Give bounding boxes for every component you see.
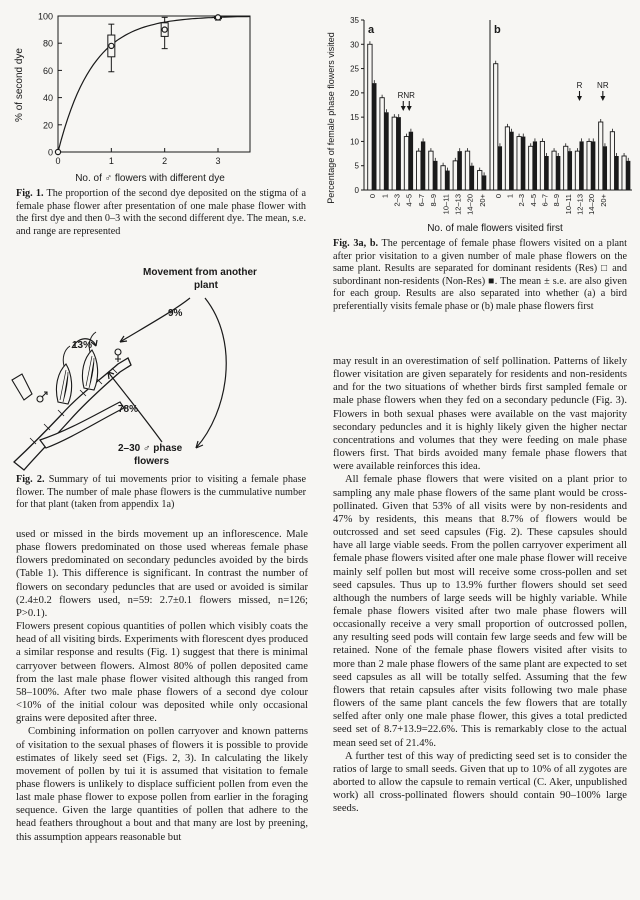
left-para-3: Combining information on pollen carryover and known patterns of visitation to the sexual phases of flowers it is possible to provide estimates of likely seed set (Figs. 2, 3). In calculating the likely movement of pollen by tui it is assumed that visitation to female phase flowers is unlikely to displace sufficient pollen from even the last male phase flower to expose pollen from earlier in the foraging sequence. Given the large quantities of pollen that adhere to the head feathers throughout a bout and that many are lost by preening, this assumption appears reasonable but — [16, 726, 308, 843]
panel-b-bar-res — [575, 151, 579, 190]
fig3-caption-label: Fig. 3a, b. — [333, 238, 379, 249]
panel-b-bar-res — [494, 64, 498, 190]
panel-b-annotation-nr: NR — [597, 81, 609, 90]
panel-b-category-label: 20+ — [598, 194, 608, 207]
arrow-arc — [196, 298, 226, 448]
panel-b-bar-nonres — [615, 156, 619, 190]
panel-b-bar-res — [599, 122, 603, 190]
fig1-ytick-label: 0 — [47, 147, 53, 158]
fig3-chart — [320, 0, 640, 235]
panel-a-arrow-r-head — [401, 106, 406, 111]
fig2-caption-label: Fig. 2. — [16, 474, 45, 485]
fig3-ytick-label: 30 — [350, 40, 359, 50]
panel-b-label: b — [494, 24, 501, 36]
fig2-diagram — [0, 262, 320, 472]
panel-a-bar-nonres — [433, 161, 437, 190]
panel-a-category-label: 6–7 — [416, 194, 426, 207]
panel-b-bar-nonres — [591, 141, 595, 190]
panel-a-arrow-nr-head — [407, 106, 412, 111]
panel-a-bar-nonres — [470, 166, 474, 190]
panel-b-bar-nonres — [510, 132, 514, 190]
panel-a-category-label: 4–5 — [404, 194, 414, 207]
panel-a-category-label: 10–11 — [441, 194, 451, 215]
panel-b-bar-res — [505, 127, 509, 190]
panel-b-bar-res — [564, 146, 568, 190]
panel-b-bar-nonres — [603, 146, 607, 190]
male-symbol-icon — [37, 392, 47, 402]
panel-a-bar-nonres — [458, 151, 462, 190]
fig3-ytick-label: 20 — [350, 88, 359, 98]
panel-a-label: a — [368, 24, 375, 36]
fig1-caption-label: Fig. 1. — [16, 188, 44, 199]
fig2-caption-text: Summary of tui movements prior to visiting a female phase flower. The number of male phase flowers is the cummulative number for that plant (taken from appendix 1a) — [16, 474, 306, 511]
panel-b-bar-nonres — [556, 156, 560, 190]
fig1-mean-point — [109, 43, 114, 48]
fig1-curve — [58, 17, 250, 153]
panel-b-arrow-nr-head — [600, 96, 605, 101]
panel-a-bar-res — [429, 151, 433, 190]
panel-a-category-label: 20+ — [477, 194, 487, 207]
panel-b-bar-res — [540, 141, 544, 190]
panel-b-arrow-r-head — [577, 96, 582, 101]
fig3-ytick-label: 5 — [354, 161, 359, 171]
panel-a-bar-nonres — [397, 117, 401, 190]
fig1-caption-text: The proportion of the second dye deposited on the stigma of a female phase flower after presentation of one male phase flower with the first dye and then 0–3 with the second different dye. The mean, s.e. and range are represented — [16, 188, 306, 237]
fig1-ytick-label: 20 — [42, 120, 53, 131]
panel-a-bar-res — [392, 117, 396, 190]
panel-b-annotation-r: R — [576, 81, 583, 90]
panel-b-bar-res — [587, 141, 591, 190]
fig2-title-1: Movement from another — [143, 267, 257, 278]
panel-a-bar-res — [465, 151, 469, 190]
fig2-title-2: plant — [194, 280, 218, 291]
fig3-ylabel: Percentage of female phase flowers visited — [326, 32, 336, 204]
phase-label: 2–30 ♂ phase — [118, 443, 183, 454]
fig1-ytick-label: 40 — [42, 93, 53, 104]
fig1-mean-point — [162, 27, 167, 32]
panel-b-bar-res — [622, 156, 626, 190]
panel-a-category-label: 0 — [368, 194, 378, 199]
pct-9: 9% — [168, 308, 183, 319]
panel-b-category-label: 0 — [493, 194, 503, 199]
fig2-caption — [16, 474, 306, 512]
panel-b-bar-nonres — [626, 161, 630, 190]
panel-a-category-label: 8–9 — [429, 194, 439, 207]
fig1-xtick-label: 2 — [162, 156, 168, 166]
left-column — [16, 528, 308, 844]
pct-78: 78% — [118, 404, 139, 415]
panel-a-category-label: 12–13 — [453, 194, 463, 215]
panel-b-bar-nonres — [533, 141, 537, 190]
panel-b-bar-nonres — [545, 156, 549, 190]
fig1-ylabel: % of second dye — [14, 48, 25, 122]
left-para-1: used or missed in the birds movement up an inflorescence. Male phase flowers predominated on those used whereas female phase flowers predominated on secondary peduncles avoided by the birds (Table 1). This difference is significant. In contrast the number of flowers on secondary peduncles that are used or avoided is similar (2.4±0.2 flowers used, n=59: 2.7±0.1 flowers missed, n=126; P>0.1). — [16, 529, 308, 619]
panel-a-annotation: RNR — [397, 91, 415, 100]
panel-b-bar-nonres — [521, 137, 525, 190]
panel-b-category-label: 1 — [505, 194, 515, 199]
fig3-ytick-label: 15 — [350, 113, 359, 123]
fig3-caption-text: The percentage of female phase flowers visited on a plant after prior visitation to a given number of male phase flowers on the same plant. Results are separated for dominant residents (Res) □ and subordinant non-residents (Non-Res) ■. The mean ± s.e. are also given for each group. Results are also separated into whether (a) a bird preferentially visits female phase or (b) male phase flowers first — [333, 238, 627, 312]
panel-b-bar-res — [529, 146, 533, 190]
right-column — [333, 355, 627, 815]
fig1-chart — [0, 0, 320, 185]
panel-a-bar-nonres — [372, 83, 376, 190]
panel-b-bar-nonres — [580, 141, 584, 190]
fig1-mean-point — [55, 149, 60, 154]
panel-b-bar-res — [552, 151, 556, 190]
pct-13: 13% — [72, 340, 93, 351]
fig1-xtick-label: 0 — [55, 156, 61, 166]
fig3-caption — [333, 238, 627, 314]
panel-a-category-label: 14–20 — [465, 194, 475, 215]
fig1-xtick-label: 1 — [108, 156, 114, 166]
panel-a-bar-res — [441, 166, 445, 190]
panel-a-bar-nonres — [409, 132, 413, 190]
panel-a-bar-res — [404, 137, 408, 190]
fig3-ytick-label: 0 — [354, 186, 359, 195]
panel-a-bar-nonres — [421, 141, 425, 190]
panel-a-category-label: 1 — [380, 194, 390, 199]
panel-b-category-label: 12–13 — [575, 194, 585, 215]
panel-b-category-label: 8–9 — [552, 194, 562, 207]
panel-b-category-label: 14–20 — [587, 194, 597, 215]
panel-b-category-label: 4–5 — [528, 194, 538, 207]
fig1-frame — [58, 16, 250, 152]
flowers-label: flowers — [134, 456, 170, 467]
arrow-9 — [120, 298, 190, 342]
panel-a-bar-nonres — [445, 171, 449, 190]
panel-a-category-label: 2–3 — [392, 194, 402, 207]
panel-b-bar-nonres — [498, 146, 502, 190]
panel-b-bar-nonres — [568, 151, 572, 190]
panel-a-bar-res — [380, 98, 384, 190]
panel-b-category-label: 2–3 — [517, 194, 527, 207]
panel-a-bar-res — [417, 151, 421, 190]
flower-left — [56, 346, 71, 404]
panel-a-bar-res — [368, 44, 372, 190]
panel-a-bar-nonres — [482, 175, 486, 190]
fig1-ytick-label: 100 — [37, 11, 53, 22]
panel-b-category-label: 6–7 — [540, 194, 550, 207]
right-para-2: All female phase flowers that were visited on a plant prior to sampling any male phase flowers of the same plant would be cross-pollinated. Given that 53% of all visits were by non-residents and 47% by residents, this means that 8.7% of flowers would be outcrossed and set seed capsules (Fig. 2). These capsules should have all large viable seeds. From the pollen carryover experiment all female phase flowers visited after one male phase flower will receive mainly self pollen but most will receive some cross-pollen and set seed capsules. Thus up to 13.9% further flowers should set seed although the numbers of large seeds will be highly variable. While female phase flowers visited after two male phase flowers will occasionally receive a very small proportion of outcrossed pollen, any resulting seed pods will contain few large seeds and few will be retained. None of the female phase flowers visited after visits to more than 2 male phase flowers of the same plant are expected to set seed capsules as all will be totally selfed. Assuming that the few flowers that retain capsules after visits following two male phase flowers of the same plant cancels the few flowers that are totally selfed after only one male phase flower, this gives a total predicted seed set of 8.7+13.9=22.6%. This is remarkably close to the actual mean seed set of 21.4%. — [333, 474, 627, 749]
fig3-ytick-label: 35 — [350, 16, 359, 25]
fig1-ytick-label: 60 — [42, 65, 53, 76]
panel-b-category-label: 10–11 — [563, 193, 573, 215]
panel-a-bar-res — [478, 171, 482, 190]
fig1-xlabel: No. of ♂ flowers with different dye — [75, 173, 225, 184]
fig3-xlabel: No. of male flowers visited first — [427, 223, 563, 234]
fig3-ytick-label: 10 — [350, 137, 359, 147]
female-symbol-icon — [115, 349, 121, 362]
fig1-mean-point — [215, 15, 220, 20]
right-para-1: may result in an overestimation of self pollination. Patterns of likely flower visitation are given separately for residents and non-residents and for the two situations of whether birds first sampled female or male phase flowers when they fed on a secondary peduncle (Fig. 3). Flowers in both sexual phases were available on the vast majority secondary peduncles and it is highly likely given the higher nectar concentrations and volumes that they were feeding on male phase flowers first. That birds avoided many female phase flowers that were available reinforces this idea. — [333, 356, 627, 473]
panel-b-bar-res — [517, 137, 521, 190]
panel-a-bar-res — [453, 161, 457, 190]
fig1-caption — [16, 188, 306, 238]
fig1-xtick-label: 3 — [215, 156, 221, 166]
panel-b-bar-res — [610, 132, 614, 190]
panel-a-bar-nonres — [384, 112, 388, 190]
left-para-2: Flowers present copious quantities of pollen which visibly coats the head of all visiting birds. Experiments with florescent dyes produced a similar response and results (Fig. 1) suggest that there is minimal carryover between flowers. Almost 80% of pollen deposited came from the last male phase flower visited although this ranged from 58–100%. After two male phase flowers of a second dye colour <10% of the initial colour was deposited while only occasional grains were deposited after three. — [16, 621, 308, 725]
branch-stub — [12, 374, 32, 400]
fig3-ytick-label: 25 — [350, 64, 359, 74]
right-para-3: A further test of this way of predicting seed set is to consider the ratios of large to small seeds. Given that up to 10% of all zygotes are aborted to allow the capsule to remain vertical (C. Aker, unpublished work) all cross-pollinated flowers should contain 90–100% large seeds. — [333, 750, 627, 815]
fig1-ytick-label: 80 — [42, 38, 53, 49]
